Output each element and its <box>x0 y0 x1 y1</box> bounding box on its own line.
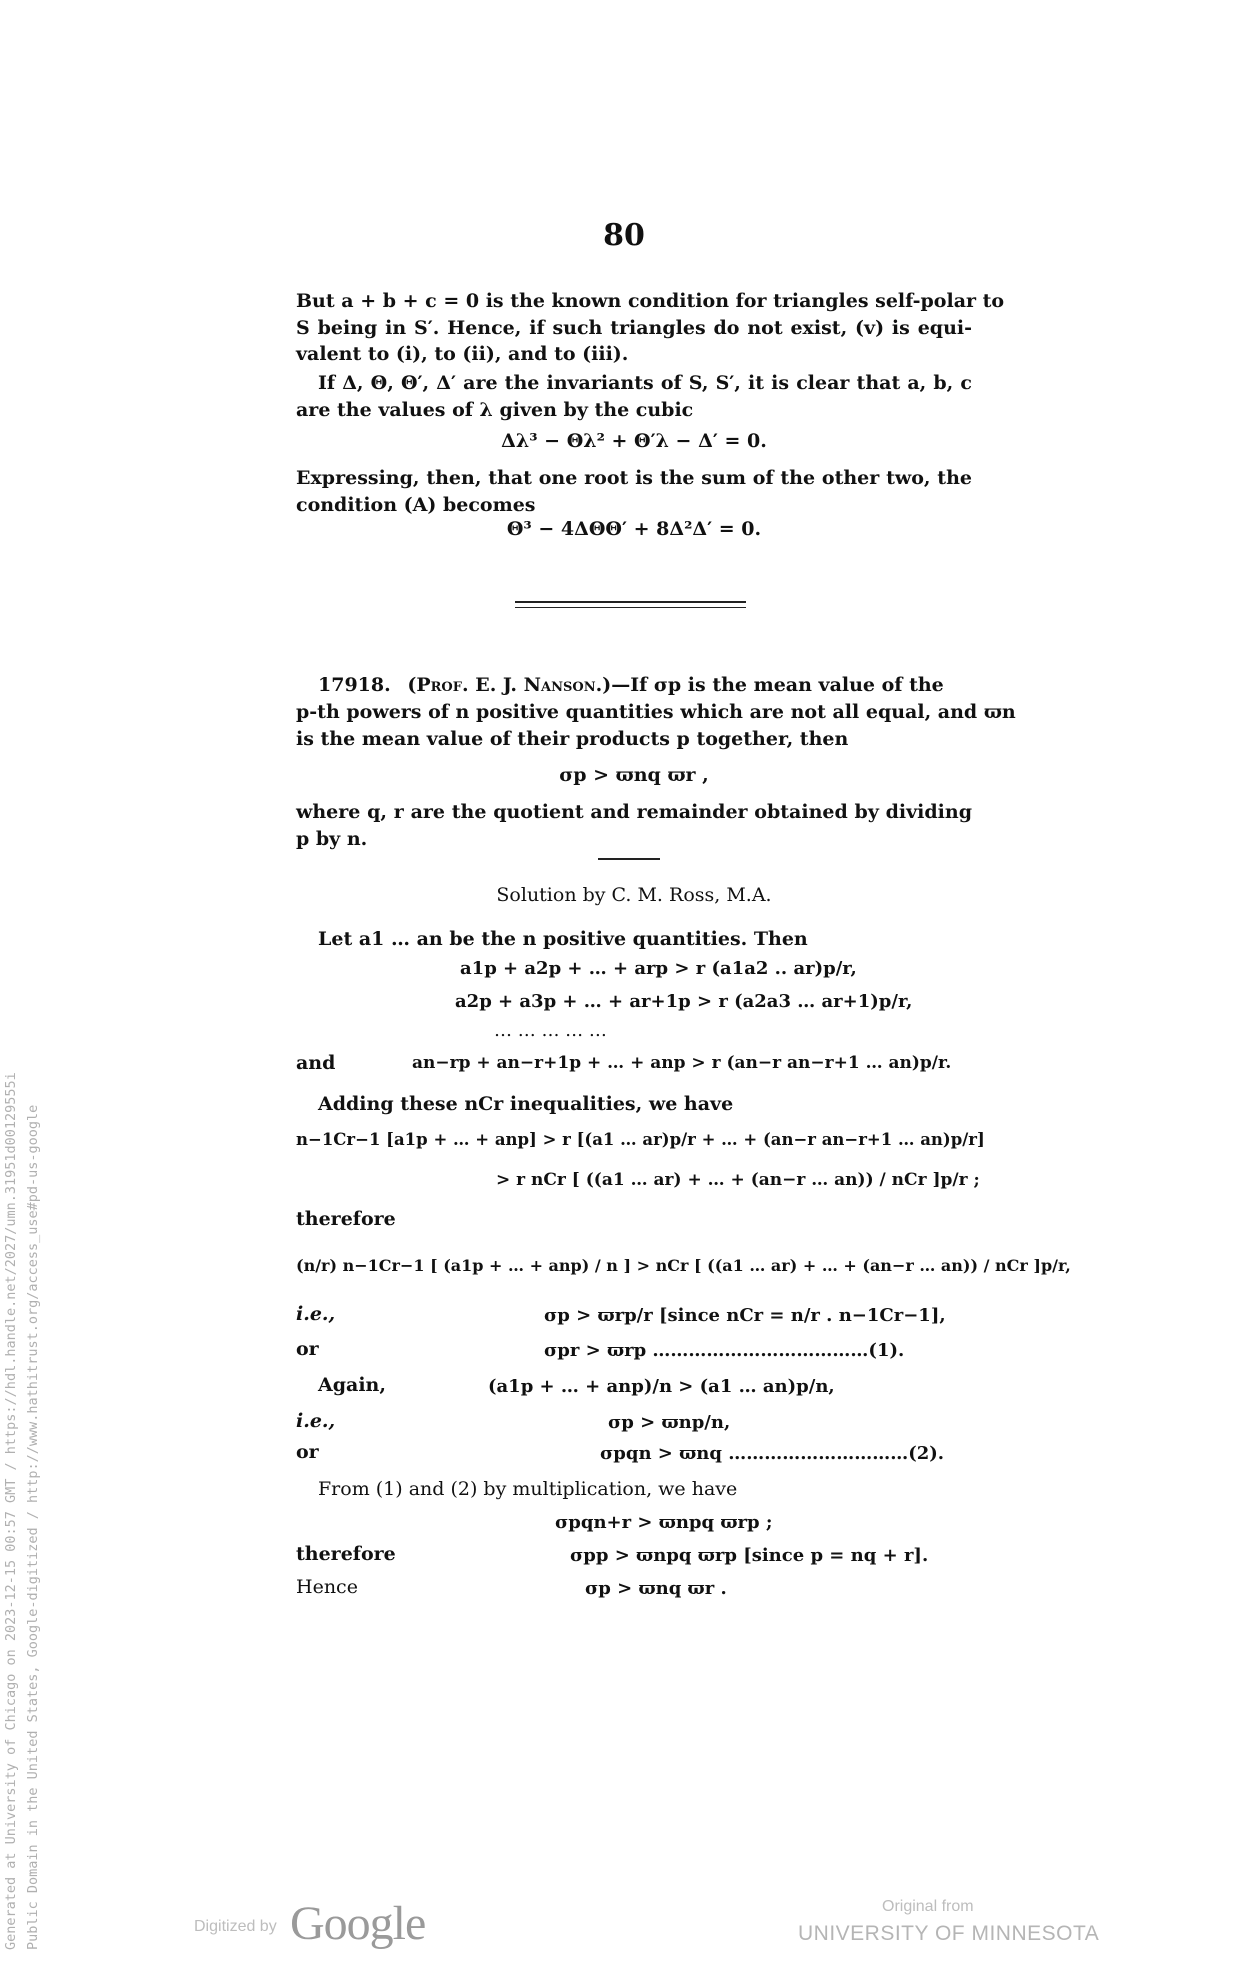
problem-number: 17918. <box>318 674 391 696</box>
solution-heading: Solution by C. M. Ross, M.A. <box>496 884 772 906</box>
problem-text-start: —If σp is the mean value of the <box>611 674 944 696</box>
inequality-1: a1p + a2p + … + arp > r (a1a2 .. ar)p/r, <box>460 958 857 979</box>
where-line2: p by n. <box>296 828 368 850</box>
from-line: From (1) and (2) by multiplication, we have <box>318 1478 738 1500</box>
sidebar-line-1: Generated at University of Chicago on 2023-12-15 00:57 GMT / https://hdl.handle.net/2027/umn.31951d00129555i <box>3 1072 19 1950</box>
inequality-2: a2p + a3p + … + ar+1p > r (a2a3 … ar+1)p/r, <box>455 991 913 1012</box>
original-from: Original from <box>882 1898 974 1915</box>
digitized-by: Digitized by <box>194 1918 277 1935</box>
fraction-inequality: (n/r) n−1Cr−1 [ (a1p + … + anp) / n ] > nCr [ ((a1 … ar) + … + (an−r … an)) / nCr ]p/r, <box>296 1256 1071 1275</box>
para1-line2: S being in S′. Hence, if such triangles do not exist, (v) is equi- <box>296 317 972 339</box>
sum-line-2: > r nCr [ ((a1 … ar) + … + (an−r … an)) / nCr ]p/r ; <box>496 1170 980 1190</box>
ie-label-1-text: i.e., <box>296 1303 336 1325</box>
para2-line1: If Δ, Θ, Θ′, Δ′ are the invariants of S, S′, it is clear that a, b, c <box>318 372 972 394</box>
para1-line3: valent to (i), to (ii), and to (iii). <box>296 343 629 365</box>
short-rule <box>598 858 660 860</box>
therefore-label-2: therefore <box>296 1543 396 1565</box>
ie-equation-2: σp > ϖnp/n, <box>608 1412 731 1433</box>
section-rule-top <box>515 601 746 603</box>
again-equation: (a1p + … + anp)/n > (a1 … an)p/n, <box>488 1376 835 1397</box>
adding-line: Adding these nCr inequalities, we have <box>318 1093 734 1115</box>
ie-label-1 <box>296 1303 335 1325</box>
therefore-equation-2: σpp > ϖnpq ϖrp [since p = nq + r]. <box>570 1545 929 1566</box>
hence-equation: σp > ϖnq ϖr . <box>585 1578 727 1599</box>
page-number: 80 <box>603 218 645 253</box>
again-label: Again, <box>318 1374 386 1396</box>
equation-condition: Θ³ − 4ΔΘΘ′ + 8Δ²Δ′ = 0. <box>506 518 762 540</box>
hence-label: Hence <box>296 1576 358 1598</box>
inequality-3: an−rp + an−r+1p + … + anp > r (an−r an−r+1 … an)p/r. <box>412 1053 952 1073</box>
ie-label-2-text: i.e., <box>296 1410 336 1432</box>
para3-line1: Expressing, then, that one root is the sum of the other two, the <box>296 467 972 489</box>
or-label-1: or <box>296 1338 319 1360</box>
university-name: UNIVERSITY OF MINNESOTA <box>798 1922 1100 1945</box>
section-rule-bottom <box>515 607 746 608</box>
para2-line2: are the values of λ given by the cubic <box>296 399 694 421</box>
sum-line-1: n−1Cr−1 [a1p + … + anp] > r [(a1 … ar)p/r + … + (an−r an−r+1 … an)p/r] <box>296 1130 985 1149</box>
sidebar-watermark <box>0 950 44 1950</box>
and-label: and <box>296 1052 336 1074</box>
therefore-label-1: therefore <box>296 1208 396 1230</box>
problem-statement: σp > ϖnq ϖr , <box>559 764 709 786</box>
para3-line2: condition (A) becomes <box>296 494 536 516</box>
solution-let: Let a1 … an be the n positive quantities. Then <box>318 928 808 950</box>
problem-line3: is the mean value of their products p together, then <box>296 728 849 750</box>
or-equation-1: σpr > ϖrp ………………………………(1). <box>544 1340 905 1361</box>
ie-equation-1: σp > ϖrp/r [since nCr = n/r . n−1Cr−1], <box>544 1305 946 1326</box>
google-logo: Google <box>290 1897 426 1950</box>
problem-line2: p-th powers of n positive quantities which are not all equal, and ϖn <box>296 701 1016 723</box>
sidebar-line-2: Public Domain in the United States, Google-digitized / http://www.hathitrust.org/access_use#pd-us-google <box>25 1104 41 1950</box>
ellipsis-row: … … … … … <box>494 1020 607 1041</box>
multiplication-equation: σpqn+r > ϖnpq ϖrp ; <box>555 1512 773 1533</box>
equation-cubic: Δλ³ − Θλ² + Θ′λ − Δ′ = 0. <box>501 430 767 452</box>
where-line1: where q, r are the quotient and remainder obtained by dividing <box>296 801 972 823</box>
problem-author: (Prof. E. J. Nanson.) <box>407 674 612 696</box>
ie-label-2 <box>296 1410 335 1432</box>
para1-line1: But a + b + c = 0 is the known condition for triangles self-polar to <box>296 290 1005 312</box>
or-label-2: or <box>296 1441 319 1463</box>
problem-line1 <box>296 672 972 698</box>
or-equation-2: σpqn > ϖnq …………………………(2). <box>600 1443 945 1464</box>
